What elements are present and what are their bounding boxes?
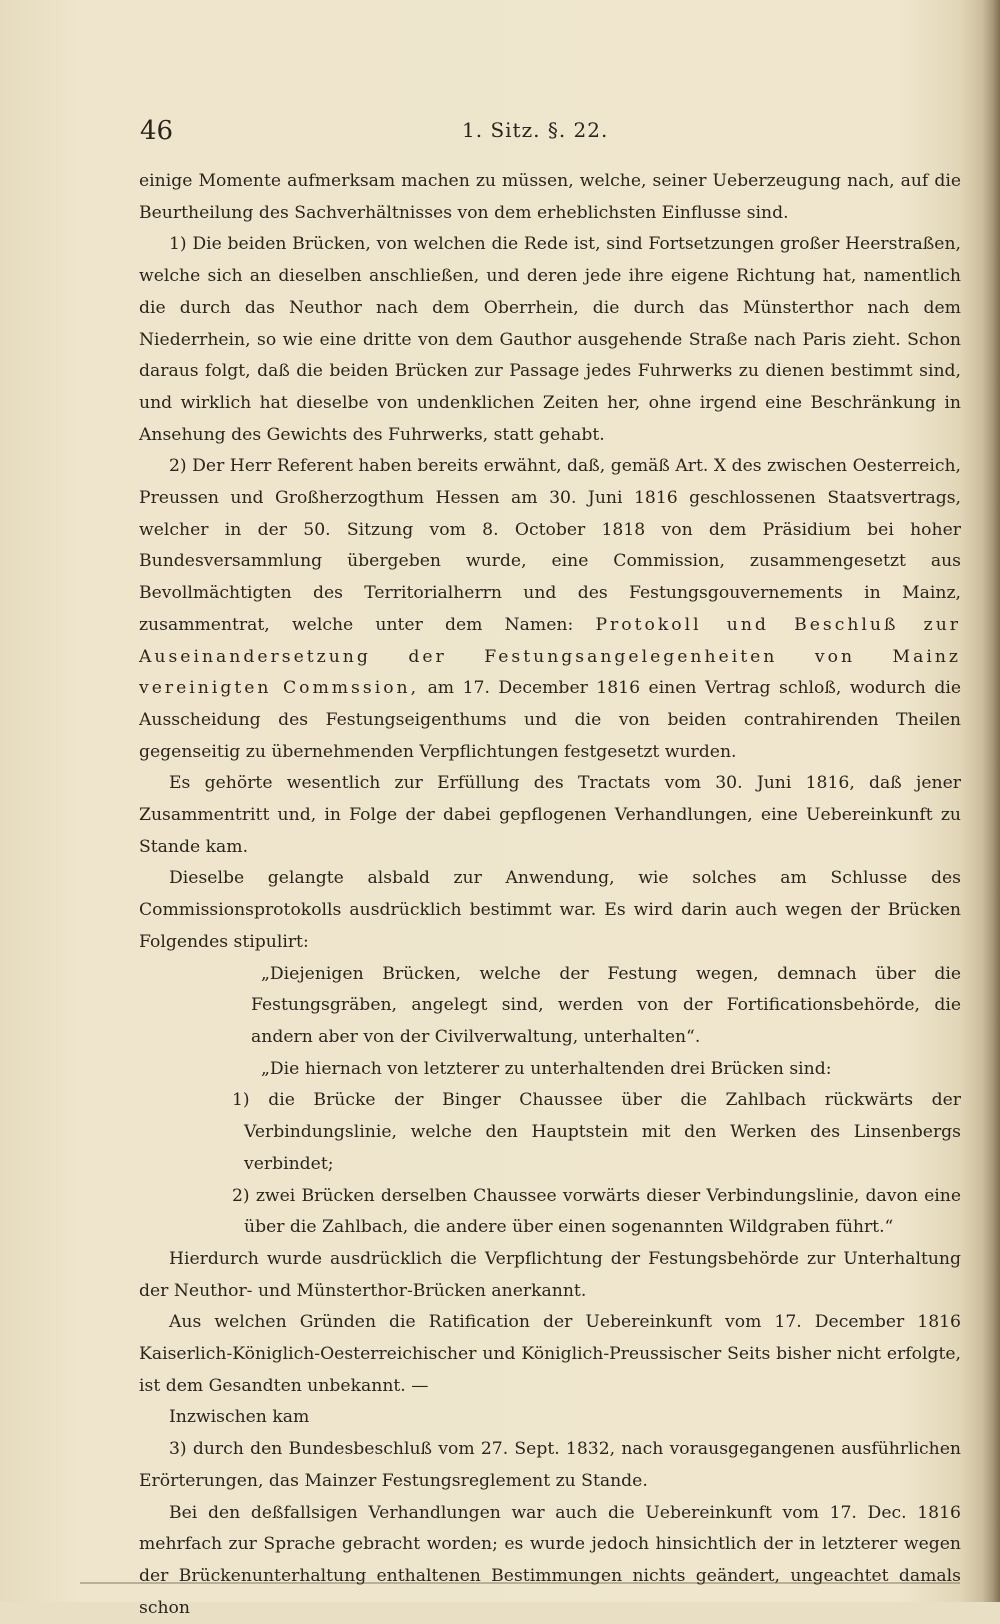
page-header [140,116,960,156]
paragraph-1: einige Momente aufmerksam machen zu müssen, welche, seiner Ueberzeugung nach, auf die Beurtheilung des Sachverhältnisses von dem erheblichsten Einflusse sind. [139,171,961,223]
paragraph-4: Es gehörte wesentlich zur Erfüllung des Tractats vom 30. Juni 1816, daß jener Zusammentritt und, in Folge der dabei gepflogenen Verhandlungen, eine Uebereinkunft zu Stande kam. [139,773,961,857]
quote-1: „Diejenigen Brücken, welche der Festung wegen, demnach über die Festungsgräben, angelegt sind, werden von der Fortificationsbehörde, die andern aber von der Civilverwaltung, unterhalten“. [251,963,961,1047]
paragraph-9: 3) durch den Bundesbeschluß vom 27. Sept. 1832, nach vorausgegangenen ausführlichen Erörterungen, das Mainzer Festungsreglement zu Stande. [139,1439,961,1491]
running-head: 1. Sitz. §. 22. [462,118,609,142]
paragraph-3-part-a: 2) Der Herr Referent haben bereits erwähnt, daß, gemäß Art. X des zwischen Oesterreich, Preussen und Großherzogthum Hessen am 30. Juni 1816 geschlossenen Staatsvertrags, welcher in der 50. Sitzung vom 8. October 1818 von dem Präsidium bei hoher Bundesversammlung übergeben wurde, eine Commission, zusammengesetzt aus Bevollmächtigten des Territorialherrn und des Festungsgouvernements in Mainz, zusammentrat, welche unter dem Namen: [139,456,961,635]
paragraph-7: Aus welchen Gründen die Ratification der Uebereinkunft vom 17. December 1816 Kaiserlich-Königlich-Oesterreichischer und Königlich-Preussischer Seits bisher nicht erfolgte, ist dem Gesandten unbekannt. — [139,1312,961,1396]
paragraph-3-part-b: am 17. December 1816 einen Vertrag schloß, wodurch die Ausscheidung des Festungseigenthums und die von beiden contrahirenden Theilen gegenseitig zu übernehmenden Verpflichtungen festgesetzt wurden. [139,678,962,762]
paragraph-10: Bei den deßfallsigen Verhandlungen war auch die Uebereinkunft vom 17. Dec. 1816 mehrfach zur Sprache gebracht worden; es wurde jedoch hinsichtlich der in letzterer wegen der Brückenunterhaltung enthaltenen Bestimmungen nichts geändert, ungeachtet damals schon [139,1502,961,1618]
paragraph-5: Dieselbe gelangte alsbald zur Anwendung, wie solches am Schlusse des Commissionsprotokolls ausdrücklich bestimmt war. Es wird darin auch wegen der Brücken Folgendes stipulirt: [139,868,961,952]
paragraph-8: Inzwischen kam [169,1407,310,1428]
paragraph-2: 1) Die beiden Brücken, von welchen die Rede ist, sind Fortsetzungen großer Heerstraßen, welche sich an dieselben anschließen, und deren jede ihre eigene Richtung hat, namentlich die durch das Neuthor nach dem Oberrhein, die durch das Münsterthor nach dem Niederrhein, so wie eine dritte von dem Gauthor ausgehende Straße nach Paris zieht. Schon daraus folgt, daß die beiden Brücken zur Passage jedes Fuhrwerks zu dienen bestimmt sind, und wirklich hat dieselbe von undenklichen Zeiten her, ohne irgend eine Beschränkung in Ansehung des Gewichts des Fuhrwerks, statt gehabt. [139,234,961,445]
page-edge-shadow [982,0,1000,1602]
list-item-2: 2) zwei Brücken derselben Chaussee vorwärts dieser Verbindungslinie, davon eine über die Zahlbach, die andere über einen sogenannten Wildgraben führt.“ [232,1185,961,1238]
page-body [139,166,961,1624]
page-number: 46 [140,116,174,146]
paragraph-6: Hierdurch wurde ausdrücklich die Verpflichtung der Festungsbehörde zur Unterhaltung der Neuthor- und Münsterthor-Brücken anerkannt. [139,1248,961,1301]
quote-2: „Die hiernach von letzterer zu unterhaltenden drei Brücken sind: [261,1058,832,1079]
list-item-1: 1) die Brücke der Binger Chaussee über die Zahlbach rückwärts der Verbindungslinie, welche den Hauptstein mit den Werken des Linsenbergs verbindet; [232,1090,961,1174]
page-bottom-shadow [80,1582,960,1584]
paragraph-3 [139,451,961,768]
spaced-title: Protokoll und Beschluß zur Auseinandersetzung der Festungsangelegenheiten von Mainz vereinigten Commssion, [139,614,961,699]
